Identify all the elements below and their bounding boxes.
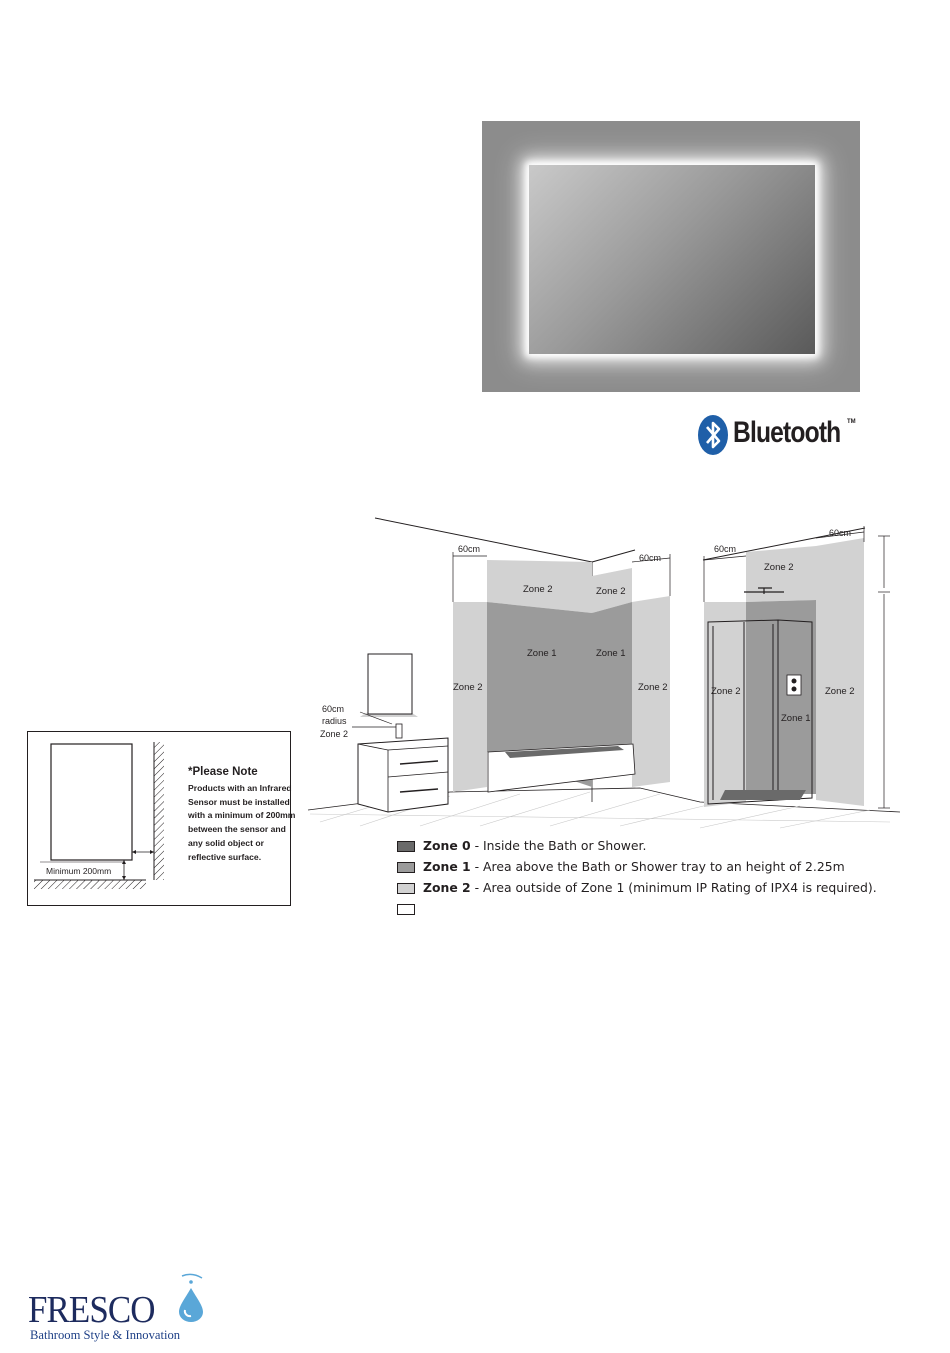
zone-label: Zone 2 [523, 584, 553, 595]
zone-label: Zone 2 [711, 686, 741, 697]
bluetooth-wordmark: Bluetooth [733, 416, 841, 449]
zone-label: Zone 1 [781, 713, 811, 724]
trademark-mark: TM [847, 419, 856, 425]
fresco-logo [28, 1272, 228, 1347]
legend-key: Zone 0 [423, 838, 471, 853]
legend-key: Zone 2 [423, 880, 471, 895]
wall-hatch [154, 742, 164, 880]
legend-text: - Inside the Bath or Shower. [470, 838, 647, 853]
dim-label: 60cm [639, 553, 662, 563]
legend-swatch [397, 841, 415, 852]
legend-text: - Area above the Bath or Shower tray to an height of 2.25m [470, 859, 845, 874]
zone-label: Zone 1 [527, 648, 557, 659]
zone-label: Zone 2 [764, 562, 794, 573]
legend-swatch [397, 904, 415, 915]
zone-label: Zone 2 [453, 682, 483, 693]
dim-label: 60cm [714, 544, 737, 554]
radius-label: radius [322, 716, 347, 726]
note-body: Products with an Infrared Sensor must be installed with a minimum of 200mm between the sensor and any solid object or reflective surface. [188, 783, 296, 862]
water-drop-icon [176, 1272, 206, 1322]
bluetooth-icon [697, 414, 729, 456]
legend-text: - Area outside of Zone 1 (minimum IP Rating of IPX4 is required). [470, 880, 877, 895]
minimum-label: Minimum 200mm [46, 866, 112, 876]
mirror-image [482, 121, 860, 392]
zone-label: Zone 2 [825, 686, 855, 697]
legend-key: Zone 1 [423, 859, 471, 874]
bluetooth-logo [697, 414, 867, 458]
zone-label: Zone 1 [596, 648, 626, 659]
legend-swatch [397, 862, 415, 873]
zone-label: Zone 2 [596, 586, 626, 597]
brand-name: FRESCO [28, 1289, 155, 1331]
dim-label: 60cm [458, 544, 481, 554]
mirror-outline [51, 744, 132, 860]
note-title: *Please Note [188, 766, 258, 778]
sensor-note-box [27, 731, 296, 906]
legend-swatch [397, 883, 415, 894]
zone-label: Zone 2 [638, 682, 668, 693]
floor-hatch [34, 880, 146, 889]
bathroom-zones-diagram [300, 512, 900, 830]
mirror-glass [529, 165, 815, 354]
radius-label: Zone 2 [320, 729, 349, 739]
dim-label: 60cm [829, 528, 852, 538]
radius-label: 60cm [322, 704, 345, 714]
brand-tagline: Bathroom Style & Innovation [30, 1328, 181, 1342]
